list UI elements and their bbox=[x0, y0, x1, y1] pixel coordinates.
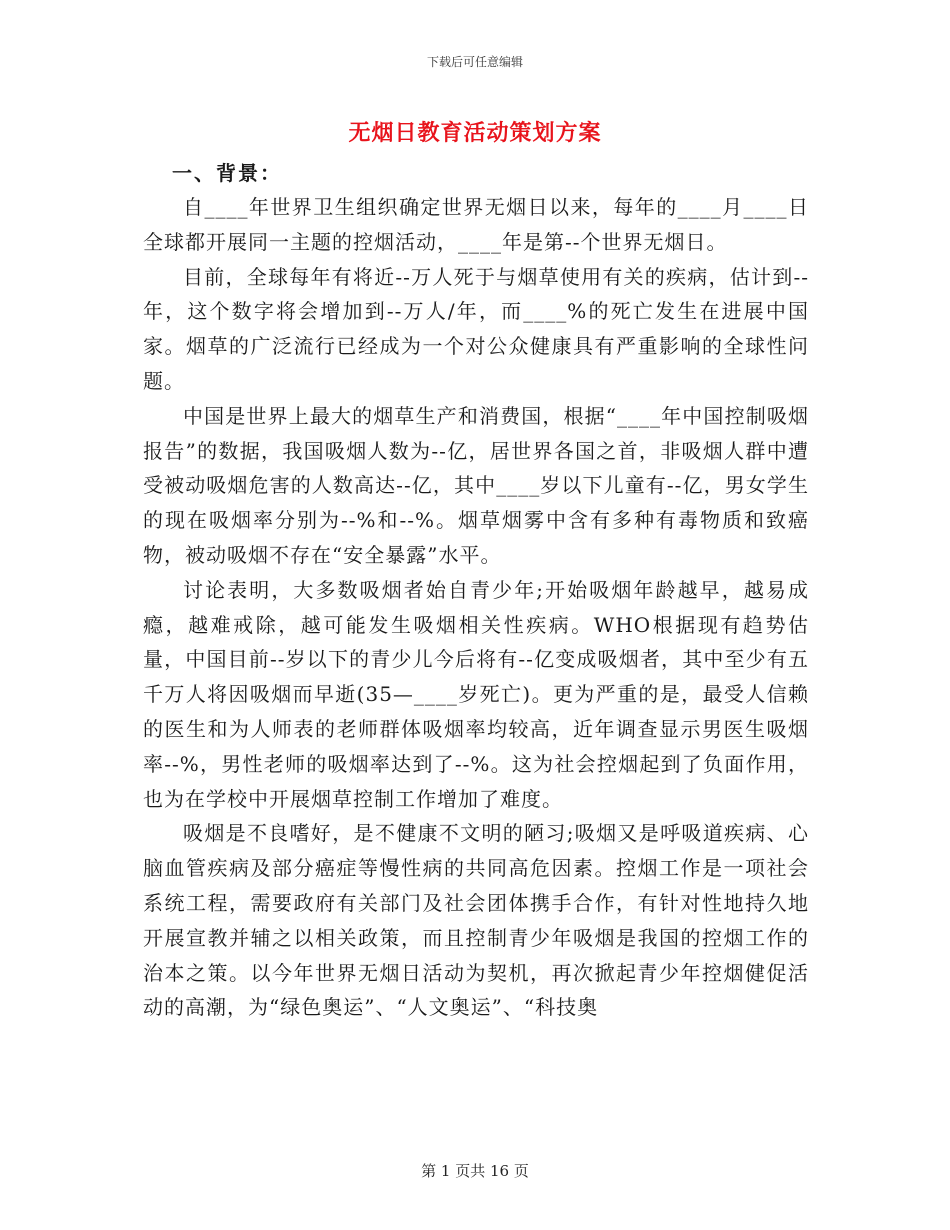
paragraph-1: 自____年世界卫生组织确定世界无烟日以来，每年的____月____日全球都开展同一主题的控烟活动，____年是第--个世界无烟日。 bbox=[143, 195, 809, 254]
page-number-footer: 第 1 页共 16 页 bbox=[421, 1162, 529, 1180]
page-header-note: 下载后可任意编辑 bbox=[426, 55, 523, 69]
paragraph-5: 吸烟是不良嗜好，是不健康不文明的陋习;吸烟又是呼吸道疾病、心脑血管疾病及部分癌症等慢性病的共同高危因素。控烟工作是一项社会系统工程，需要政府有关部门及社会团体携手合作，有针对性地持久地开展宣教并辅之以相关政策，而且控制青少年吸烟是我国的控烟工作的治本之策。以今年世界无烟日活动为契机，再次掀起青少年控烟健促活动的高潮，为“绿色奥运”、“人文奥运”、“科技奥 bbox=[143, 821, 809, 1020]
document-body bbox=[143, 190, 809, 1025]
paragraph-3: 中国是世界上最大的烟草生产和消费国，根据“____年中国控制吸烟报告”的数据，我国吸烟人数为--亿，居世界各国之首，非吸烟人群中遭受被动吸烟危害的人数高达--亿，其中____岁以下儿童有--亿，男女学生的现在吸烟率分别为--%和--%。烟草烟雾中含有多种有毒物质和致癌物，被动吸烟不存在“安全暴露”水平。 bbox=[143, 403, 809, 567]
section-heading-background: 一、背景： bbox=[172, 161, 282, 185]
paragraph-2: 目前，全球每年有将近--万人死于与烟草使用有关的疾病，估计到--年，这个数字将会增加到--万人/年，而____%的死亡发生在进展中国家。烟草的广泛流行已经成为一个对公众健康具有严重影响的全球性问题。 bbox=[143, 264, 809, 393]
document-title: 无烟日教育活动策划方案 bbox=[348, 120, 602, 146]
paragraph-4: 讨论表明，大多数吸烟者始自青少年;开始吸烟年龄越早，越易成瘾，越难戒除，越可能发生吸烟相关性疾病。WHO根据现有趋势估量，中国目前--岁以下的青少儿今后将有--亿变成吸烟者，其中至少有五千万人将因吸烟而早逝(35—____岁死亡)。更为严重的是，最受人信赖的医生和为人师表的老师群体吸烟率均较高，近年调查显示男医生吸烟率--%，男性老师的吸烟率达到了--%。这为社会控烟起到了负面作用，也为在学校中开展烟草控制工作增加了难度。 bbox=[143, 577, 809, 811]
